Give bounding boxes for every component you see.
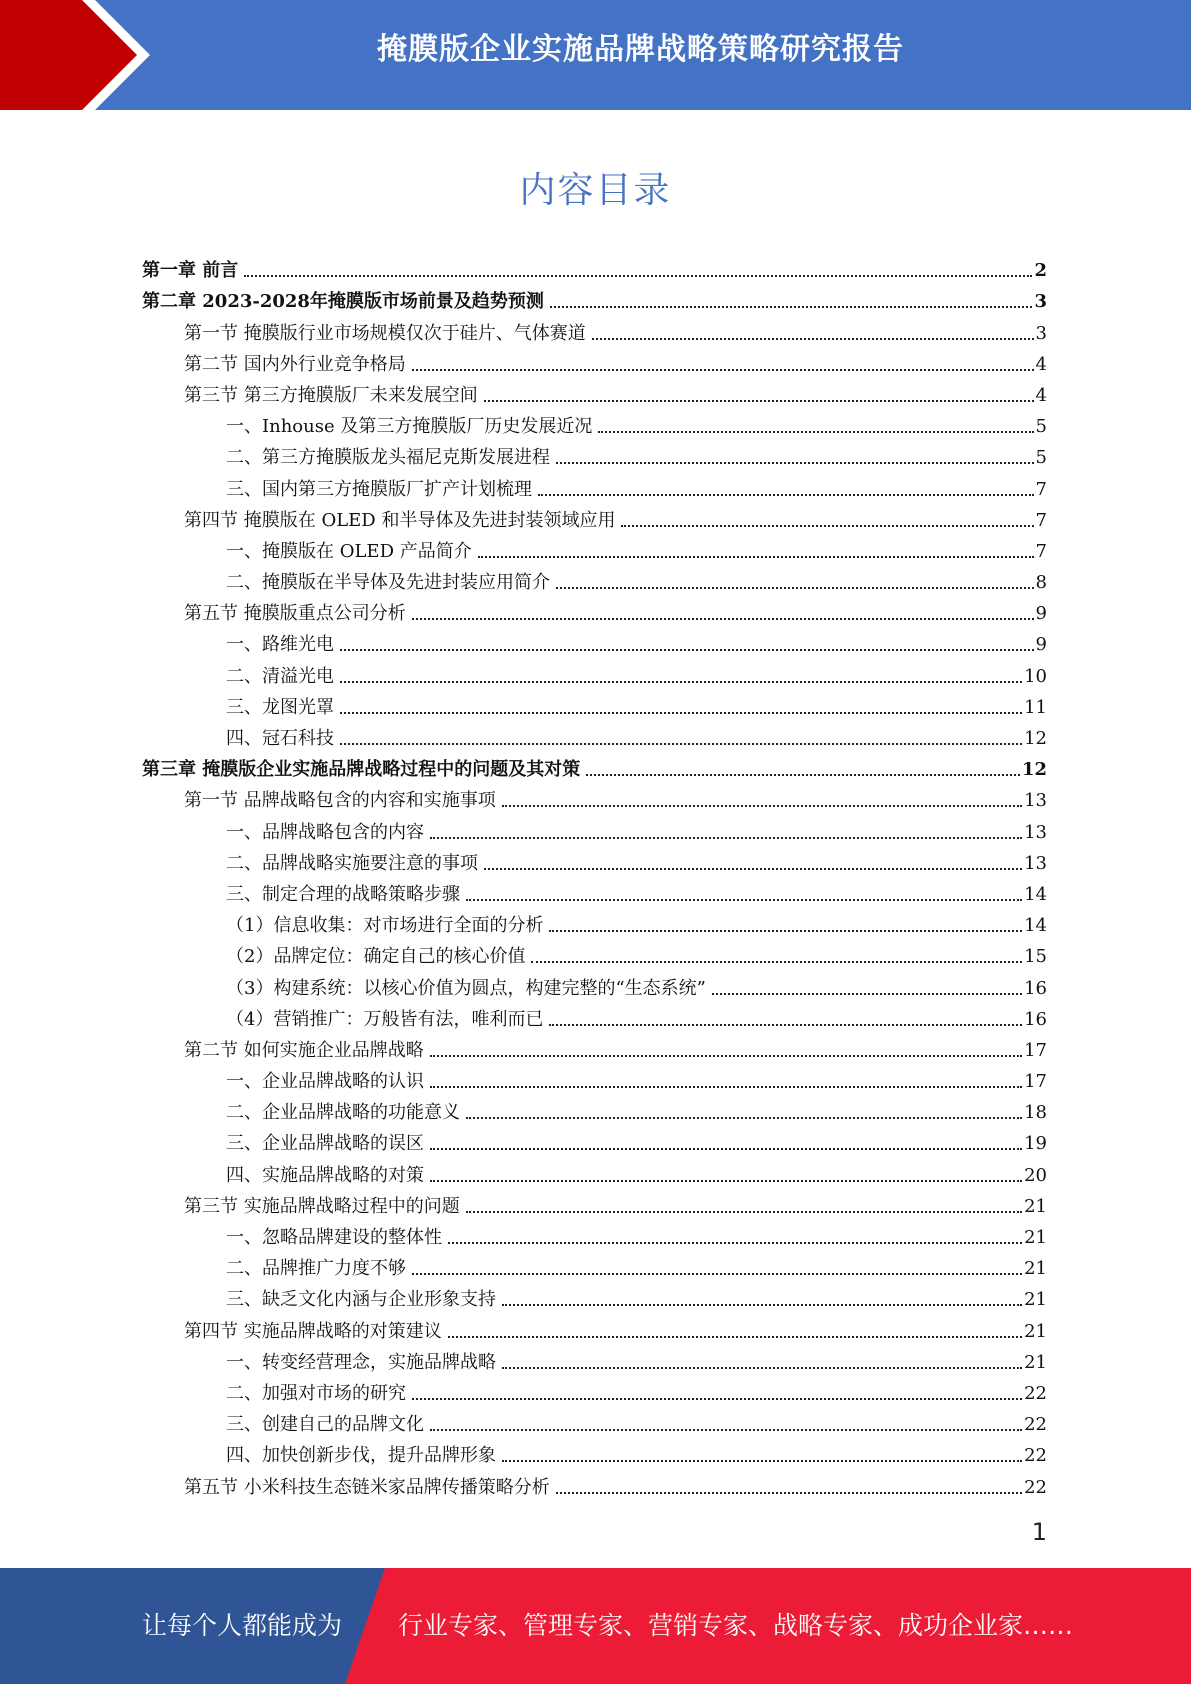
- toc-entry-page: 16: [1024, 1008, 1047, 1030]
- toc-entry-page: 3: [1035, 322, 1047, 344]
- toc-dot-leader: [621, 525, 1033, 527]
- toc-dot-leader: [340, 712, 1022, 714]
- toc-entry-title: （2）品牌定位：确定自己的核心价值: [226, 946, 526, 968]
- toc-entry-title: 第二节 如何实施企业品牌战略: [184, 1039, 424, 1061]
- toc-entry[interactable]: [142, 814, 1047, 845]
- toc-entry-page: 21: [1024, 1289, 1047, 1311]
- toc-dot-leader: [478, 556, 1034, 558]
- toc-entry[interactable]: [142, 908, 1047, 939]
- toc-entry-title: 一、路维光电: [226, 634, 334, 656]
- toc-entry[interactable]: [142, 315, 1047, 346]
- toc-entry[interactable]: [142, 1407, 1047, 1438]
- toc-entry-title: 第五节 掩膜版重点公司分析: [184, 603, 406, 625]
- toc-entry-title: （1）信息收集：对市场进行全面的分析: [226, 915, 544, 937]
- toc-dot-leader: [556, 1492, 1022, 1494]
- toc-entry[interactable]: [142, 1002, 1047, 1033]
- toc-entry[interactable]: [142, 1345, 1047, 1376]
- toc-entry-title: 二、企业品牌战略的功能意义: [226, 1102, 460, 1124]
- toc-dot-leader: [531, 961, 1022, 963]
- toc-entry-title: 第三章 掩膜版企业实施品牌战略过程中的问题及其对策: [142, 759, 581, 781]
- toc-entry[interactable]: [142, 627, 1047, 658]
- toc-entry-page: 15: [1024, 946, 1047, 968]
- toc-entry-page: 7: [1035, 540, 1047, 562]
- toc-dot-leader: [412, 1273, 1022, 1275]
- toc-entry-page: 5: [1035, 447, 1047, 469]
- toc-dot-leader: [340, 649, 1034, 651]
- toc-entry-page: 13: [1024, 821, 1047, 843]
- toc-entry[interactable]: [142, 347, 1047, 378]
- toc-entry[interactable]: [142, 409, 1047, 440]
- toc-dot-leader: [430, 1055, 1022, 1057]
- toc-entry-page: 13: [1024, 852, 1047, 874]
- toc-entry-title: 第三节 第三方掩膜版厂未来发展空间: [184, 384, 478, 406]
- toc-dot-leader: [340, 681, 1022, 683]
- toc-entry-page: 4: [1035, 353, 1047, 375]
- toc-entry-page: 7: [1035, 509, 1047, 531]
- toc-entry[interactable]: [142, 846, 1047, 877]
- toc-dot-leader: [502, 1304, 1022, 1306]
- toc-entry-title: 四、加快创新步伐，提升品牌形象: [226, 1445, 496, 1467]
- toc-entry[interactable]: [142, 752, 1047, 783]
- toc-entry-page: 21: [1024, 1320, 1047, 1342]
- toc-entry[interactable]: [142, 471, 1047, 502]
- toc-dot-leader: [430, 1148, 1022, 1150]
- toc-entry-title: 二、品牌战略实施要注意的事项: [226, 852, 478, 874]
- toc-entry-page: 21: [1024, 1351, 1047, 1373]
- toc-entry-page: 17: [1024, 1071, 1047, 1093]
- toc-entry-title: 第一节 品牌战略包含的内容和实施事项: [184, 790, 496, 812]
- toc-entry-page: 14: [1024, 915, 1047, 937]
- report-title: 掩膜版企业实施品牌战略策略研究报告: [377, 32, 904, 67]
- toc-entry-title: 一、掩膜版在 OLED 产品简介: [226, 540, 472, 562]
- toc-entry-title: 一、转变经营理念，实施品牌战略: [226, 1351, 496, 1373]
- toc-entry-title: 三、龙图光罩: [226, 696, 334, 718]
- toc-dot-leader: [244, 275, 1032, 277]
- toc-dot-leader: [549, 1024, 1022, 1026]
- toc-entry-page: 9: [1035, 634, 1047, 656]
- toc-entry-title: 第一节 掩膜版行业市场规模仅次于硅片、气体赛道: [184, 322, 586, 344]
- toc-dot-leader: [586, 774, 1020, 776]
- toc-entry-page: 13: [1024, 790, 1047, 812]
- toc-dot-leader: [412, 369, 1034, 371]
- toc-entry-title: 一、品牌战略包含的内容: [226, 821, 424, 843]
- toc-entry[interactable]: [142, 690, 1047, 721]
- toc-entry-title: 第二章 2023-2028年掩膜版市场前景及趋势预测: [142, 291, 544, 313]
- toc-entry-page: 5: [1035, 416, 1047, 438]
- page-footer: [0, 1568, 1191, 1684]
- toc-entry[interactable]: [142, 1251, 1047, 1282]
- toc-entry-title: 二、清溢光电: [226, 665, 334, 687]
- toc-dot-leader: [538, 494, 1034, 496]
- toc-entry[interactable]: [142, 1469, 1047, 1500]
- toc-entry-title: 二、掩膜版在半导体及先进封装应用简介: [226, 572, 550, 594]
- toc-entry-title: 三、国内第三方掩膜版厂扩产计划梳理: [226, 478, 532, 500]
- toc-dot-leader: [549, 930, 1022, 932]
- toc-dot-leader: [448, 1242, 1022, 1244]
- toc-entry-title: 一、忽略品牌建设的整体性: [226, 1227, 442, 1248]
- toc-entry-page: 18: [1024, 1102, 1047, 1124]
- toc-entry[interactable]: [142, 939, 1047, 970]
- toc-entry-page: 21: [1024, 1258, 1047, 1280]
- toc-dot-leader: [598, 431, 1033, 433]
- toc-entry-page: 2: [1034, 260, 1047, 282]
- toc-entry-title: 第三节 实施品牌战略过程中的问题: [184, 1195, 460, 1217]
- toc-dot-leader: [430, 1429, 1022, 1431]
- toc-entry-page: 22: [1024, 1414, 1047, 1436]
- toc-entry-page: 4: [1035, 384, 1047, 406]
- toc-entry[interactable]: [142, 440, 1047, 471]
- toc-entry[interactable]: [142, 721, 1047, 752]
- footer-slogan-left: 让每个人都能成为: [142, 1611, 343, 1640]
- toc-entry-page: 12: [1021, 759, 1047, 781]
- toc-dot-leader: [466, 1211, 1022, 1213]
- toc-dot-leader: [502, 805, 1022, 807]
- toc-dot-leader: [340, 743, 1022, 745]
- toc-entry-title: 第一章 前言: [142, 260, 239, 282]
- toc-entry[interactable]: [142, 284, 1047, 315]
- toc-entry-page: 22: [1024, 1445, 1047, 1467]
- toc-entry-title: 三、制定合理的战略策略步骤: [226, 883, 460, 905]
- toc-entry-page: 21: [1024, 1227, 1047, 1248]
- toc-dot-leader: [484, 868, 1022, 870]
- toc-dot-leader: [448, 1336, 1022, 1338]
- toc-entry-title: 第四节 实施品牌战略的对策建议: [184, 1320, 442, 1342]
- toc-entry-page: 14: [1024, 883, 1047, 905]
- toc-entry-title: 三、缺乏文化内涵与企业形象支持: [226, 1289, 496, 1311]
- toc-entry-title: 第四节 掩膜版在 OLED 和半导体及先进封装领域应用: [184, 509, 616, 531]
- toc-entry-page: 20: [1024, 1164, 1047, 1186]
- footer-slogan-right: 行业专家、管理专家、营销专家、战略专家、成功企业家……: [398, 1611, 1074, 1640]
- toc-entry-page: 17: [1024, 1039, 1047, 1061]
- toc-entry[interactable]: [142, 1376, 1047, 1407]
- toc-entry-page: 10: [1024, 665, 1047, 687]
- toc-entry[interactable]: [142, 253, 1047, 284]
- toc-entry[interactable]: [142, 1282, 1047, 1313]
- toc-entry[interactable]: [142, 534, 1047, 565]
- toc-entry-page: 3: [1034, 291, 1047, 313]
- toc-entry[interactable]: [142, 1313, 1047, 1344]
- toc-dot-leader: [430, 837, 1022, 839]
- toc-dot-leader: [412, 618, 1034, 620]
- toc-dot-leader: [550, 306, 1033, 308]
- toc-entry-title: 一、企业品牌战略的认识: [226, 1071, 424, 1093]
- toc-entry-page: 11: [1024, 696, 1047, 718]
- toc-heading: 内容目录: [519, 170, 672, 211]
- toc-entry[interactable]: [142, 596, 1047, 627]
- toc-entry-title: （3）构建系统：以核心价值为圆点，构建完整的“生态系统”: [226, 977, 706, 999]
- toc-dot-leader: [502, 1460, 1022, 1462]
- toc-entry-title: 二、加强对市场的研究: [226, 1382, 406, 1404]
- toc-dot-leader: [430, 1180, 1022, 1182]
- toc-entry-page: 12: [1024, 728, 1047, 749]
- toc-entry-title: 一、Inhouse 及第三方掩膜版厂历史发展近况: [226, 416, 593, 438]
- toc-entry[interactable]: [142, 658, 1047, 689]
- toc-dot-leader: [430, 1086, 1022, 1088]
- toc-entry[interactable]: [142, 1126, 1047, 1157]
- toc-entry-title: 二、品牌推广力度不够: [226, 1258, 406, 1280]
- toc-entry-title: 第二节 国内外行业竞争格局: [184, 353, 406, 375]
- page-header: [0, 0, 1191, 110]
- toc-dot-leader: [466, 899, 1022, 901]
- toc-entry-title: 二、第三方掩膜版龙头福尼克斯发展进程: [226, 447, 550, 469]
- toc-entry-page: 9: [1035, 603, 1047, 625]
- toc-entry-page: 7: [1035, 478, 1047, 500]
- toc-entry[interactable]: [142, 1189, 1047, 1220]
- toc-entry-page: 19: [1024, 1133, 1047, 1155]
- toc-entry[interactable]: [142, 1033, 1047, 1064]
- toc-entry-title: （4）营销推广：万般皆有法，唯利而已: [226, 1008, 544, 1030]
- toc-dot-leader: [484, 400, 1034, 402]
- toc-dot-leader: [466, 1117, 1022, 1119]
- toc-entry-title: 三、企业品牌战略的误区: [226, 1133, 424, 1155]
- toc-entry-page: 16: [1024, 977, 1047, 999]
- toc-entry-title: 三、创建自己的品牌文化: [226, 1414, 424, 1436]
- toc-entry[interactable]: [142, 877, 1047, 908]
- toc-entry-page: 21: [1024, 1195, 1047, 1217]
- toc-entry-page: 22: [1024, 1476, 1047, 1498]
- toc-dot-leader: [712, 993, 1022, 995]
- toc-entry-page: 22: [1024, 1382, 1047, 1404]
- table-of-contents: [142, 253, 1047, 1501]
- toc-entry[interactable]: [142, 503, 1047, 534]
- toc-entry[interactable]: [142, 970, 1047, 1001]
- toc-entry[interactable]: [142, 1438, 1047, 1469]
- toc-entry-title: 第五节 小米科技生态链米家品牌传播策略分析: [184, 1476, 550, 1498]
- page-number: 1: [1031, 1518, 1047, 1546]
- toc-entry[interactable]: [142, 1157, 1047, 1188]
- toc-dot-leader: [556, 587, 1034, 589]
- toc-dot-leader: [502, 1367, 1022, 1369]
- toc-entry[interactable]: [142, 565, 1047, 596]
- toc-entry[interactable]: [142, 378, 1047, 409]
- toc-entry-page: 8: [1035, 572, 1047, 594]
- toc-dot-leader: [412, 1398, 1022, 1400]
- toc-entry[interactable]: [142, 1220, 1047, 1251]
- toc-dot-leader: [556, 462, 1034, 464]
- toc-entry-title: 四、实施品牌战略的对策: [226, 1164, 424, 1186]
- toc-entry[interactable]: [142, 783, 1047, 814]
- toc-dot-leader: [592, 338, 1034, 340]
- toc-entry[interactable]: [142, 1064, 1047, 1095]
- toc-entry[interactable]: [142, 1095, 1047, 1126]
- toc-entry-title: 四、冠石科技: [226, 728, 334, 749]
